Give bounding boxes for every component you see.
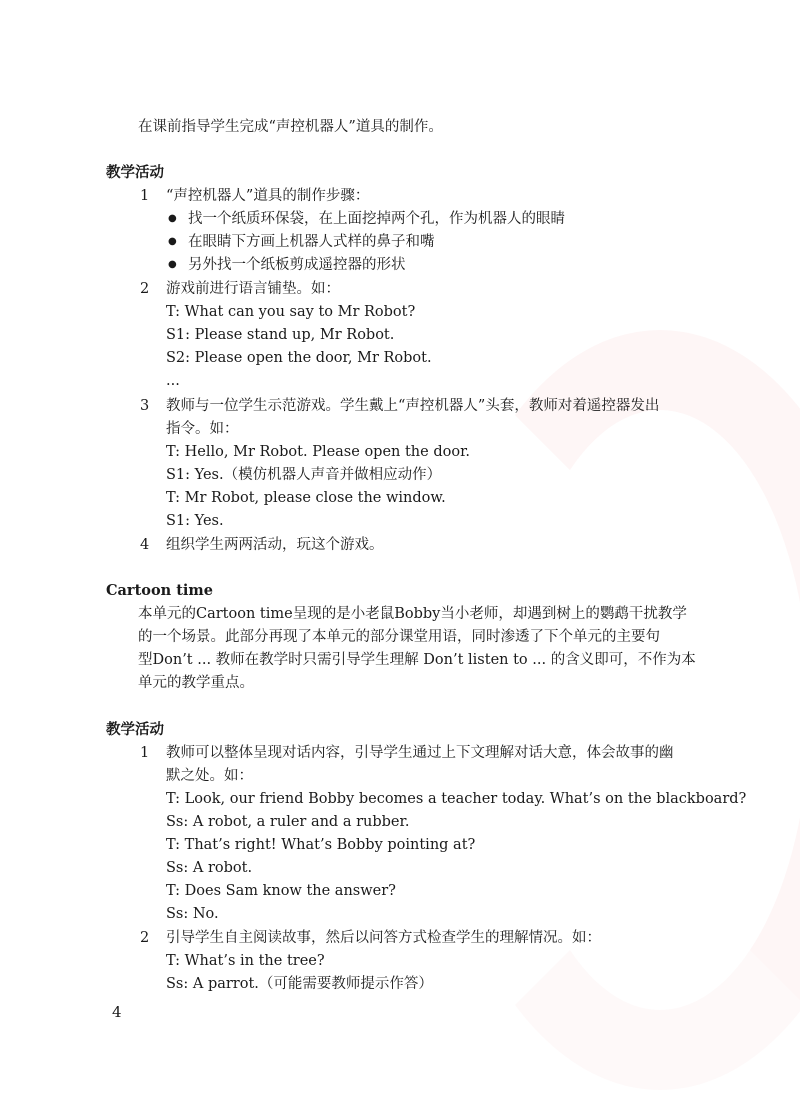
bullet-text: 在眼睛下方画上机器人式样的鼻子和嘴	[188, 234, 435, 250]
bullet-text: 另外找一个纸板剪成遥控器的形状	[188, 257, 406, 273]
bullet-icon: ●	[168, 236, 177, 247]
item-number: 3	[140, 398, 150, 414]
intro-text: 在课前指导学生完成“声控机器人”道具的制作。	[138, 119, 443, 135]
dialog-line: S1: Yes.	[166, 513, 224, 529]
cartoon-paragraph-line: 型Don’t ... 教师在教学时只需引导学生理解 Don’t listen to ... 的含义即可，不作为本	[138, 652, 696, 668]
bullet-icon: ●	[168, 213, 177, 224]
item-text: 引导学生自主阅读故事，然后以问答方式检查学生的理解情况。如：	[166, 930, 601, 946]
dialog-ellipsis: ...	[166, 373, 180, 389]
page-number: 4	[112, 1003, 122, 1021]
dialog-line: T: Does Sam know the answer?	[166, 883, 396, 899]
item-text: 游戏前进行语言铺垫。如：	[166, 281, 340, 297]
item-text-cont: 默之处。如：	[166, 768, 253, 784]
cartoon-paragraph-line: 单元的教学重点。	[138, 675, 254, 691]
dialog-line: T: That’s right! What’s Bobby pointing at?	[166, 837, 476, 853]
item-number: 4	[140, 537, 150, 553]
dialog-line: T: Mr Robot, please close the window.	[166, 490, 446, 506]
dialog-line: Ss: A robot, a ruler and a rubber.	[166, 814, 410, 830]
dialog-line: T: Look, our friend Bobby becomes a teacher today. What’s on the blackboard?	[166, 791, 747, 807]
dialog-line: T: What can you say to Mr Robot?	[166, 304, 416, 320]
item-text-cont: 指令。如：	[166, 421, 239, 437]
cartoon-paragraph-line: 的一个场景。此部分再现了本单元的部分课堂用语，同时渗透了下个单元的主要句	[138, 629, 660, 645]
bullet-text: 找一个纸质环保袋，在上面挖掉两个孔，作为机器人的眼睛	[188, 211, 565, 227]
item-number: 2	[140, 281, 150, 297]
item-text: 教师与一位学生示范游戏。学生戴上“声控机器人”头套，教师对着遥控器发出	[166, 398, 660, 414]
item-text: 组织学生两两活动，玩这个游戏。	[166, 537, 384, 553]
item-text: “声控机器人”道具的制作步骤：	[166, 188, 370, 204]
dialog-line: S1: Please stand up, Mr Robot.	[166, 327, 395, 343]
item-text: 教师可以整体呈现对话内容，引导学生通过上下文理解对话大意，体会故事的幽	[166, 745, 674, 761]
cartoon-heading: Cartoon time	[106, 582, 213, 599]
dialog-line: Ss: A parrot.（可能需要教师提示作答）	[166, 976, 433, 992]
dialog-line: Ss: No.	[166, 906, 219, 922]
dialog-line: S2: Please open the door, Mr Robot.	[166, 350, 432, 366]
cartoon-paragraph-line: 本单元的Cartoon time呈现的是小老鼠Bobby当小老师，却遇到树上的鹦鹉干扰教学	[138, 606, 687, 622]
watermark-logo	[430, 330, 800, 1090]
dialog-line: T: Hello, Mr Robot. Please open the door.	[166, 444, 471, 460]
section-heading: 教学活动	[106, 721, 164, 738]
item-number: 2	[140, 930, 150, 946]
section-heading: 教学活动	[106, 164, 164, 181]
dialog-line: Ss: A robot.	[166, 860, 253, 876]
dialog-line: T: What’s in the tree?	[166, 953, 325, 969]
dialog-line: S1: Yes.（模仿机器人声音并做相应动作）	[166, 467, 442, 483]
item-number: 1	[140, 745, 150, 761]
item-number: 1	[140, 188, 150, 204]
bullet-icon: ●	[168, 259, 177, 270]
